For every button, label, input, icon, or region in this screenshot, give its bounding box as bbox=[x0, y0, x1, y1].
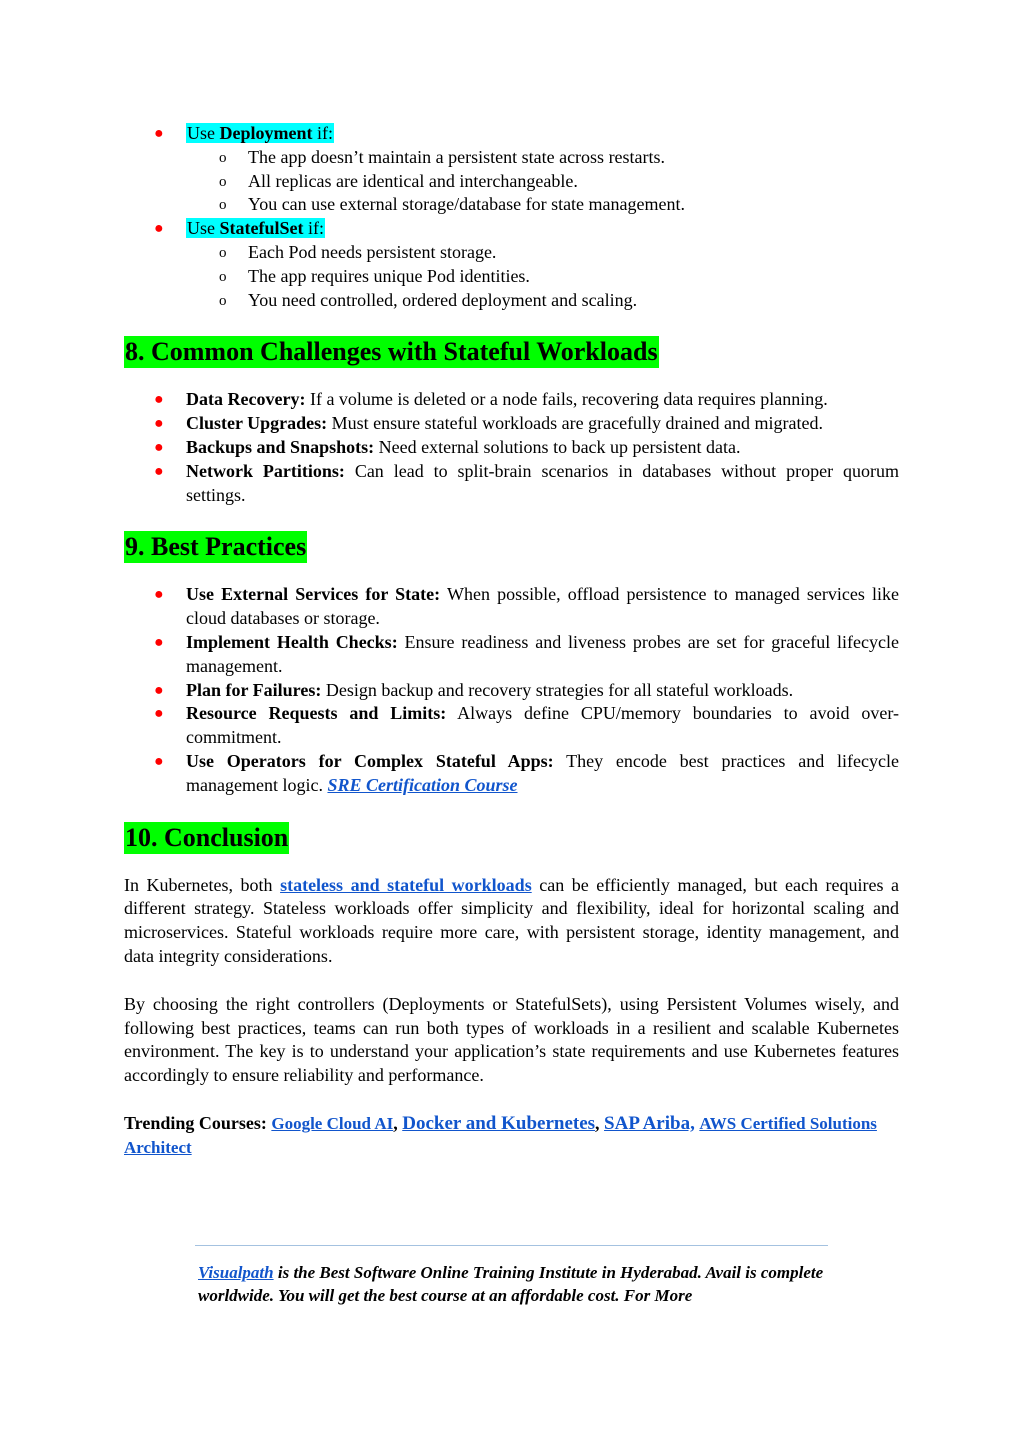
section-10-heading: 10. Conclusion bbox=[125, 822, 289, 852]
list-item: ● Cluster Upgrades: Must ensure stateful workloads are gracefully drained and migrated. bbox=[124, 412, 899, 436]
section-9-heading: 9. Best Practices bbox=[125, 532, 307, 562]
conclusion-paragraph-1: In Kubernetes, both stateless and stateful workloads can be efficiently managed, but each requires a different strategy. Stateless workloads offer simplicity and flexibility, ideal for horizontal scaling and microservices. Stateful workloads require more care, with persistent storage, identity management, and data integrity considerations. bbox=[124, 874, 899, 966]
highlighted-label: Use StatefulSet if: bbox=[187, 218, 324, 239]
stateless-stateful-link[interactable]: stateless and stateful workloads bbox=[280, 874, 532, 895]
bullet-icon: ● bbox=[154, 438, 164, 456]
trending-courses: Trending Courses: Google Cloud AI, Docker and Kubernetes, SAP Ariba, AWS Certified Solutions Architect bbox=[124, 1112, 877, 1157]
circle-bullet-icon: o bbox=[219, 173, 227, 190]
challenges-list bbox=[124, 388, 899, 507]
circle-bullet-icon: o bbox=[219, 197, 227, 214]
list-item-deployment bbox=[124, 122, 899, 146]
sap-ariba-link[interactable]: SAP Ariba, bbox=[604, 1112, 695, 1134]
section-8-heading-wrap bbox=[124, 336, 899, 368]
sub-list-item: o The app requires unique Pod identities. bbox=[124, 265, 899, 289]
trending-label: Trending Courses: bbox=[124, 1112, 267, 1133]
visualpath-link[interactable]: Visualpath bbox=[198, 1263, 274, 1282]
bullet-icon: ● bbox=[154, 681, 164, 699]
choose-list bbox=[124, 122, 899, 312]
list-item: ● Data Recovery: If a volume is deleted or a node fails, recovering data requires planning. bbox=[124, 388, 899, 412]
circle-bullet-icon: o bbox=[219, 292, 227, 309]
section-8-heading: 8. Common Challenges with Stateful Workloads bbox=[125, 337, 658, 367]
best-practices-list bbox=[124, 583, 899, 797]
list-item: ● Backups and Snapshots: Need external solutions to back up persistent data. bbox=[124, 436, 899, 460]
docker-kubernetes-link[interactable]: Docker and Kubernetes bbox=[402, 1112, 596, 1134]
bullet-icon: ● bbox=[154, 391, 164, 409]
sub-list-item: o All replicas are identical and interchangeable. bbox=[124, 170, 899, 194]
footer-divider bbox=[195, 1245, 828, 1246]
bullet-icon: ● bbox=[154, 125, 164, 142]
list-item: ● Use Operators for Complex Stateful Apps: They encode best practices and lifecycle management logic. SRE Certification Course bbox=[154, 750, 899, 795]
sub-list-item: o The app doesn’t maintain a persistent state across restarts. bbox=[124, 146, 899, 170]
highlighted-label: Use Deployment if: bbox=[187, 123, 333, 143]
document-page bbox=[124, 122, 899, 1160]
bullet-icon: ● bbox=[154, 705, 164, 723]
conclusion-paragraph-2: By choosing the right controllers (Deployments or StatefulSets), using Persistent Volumes wisely, and following best practices, teams can run both types of workloads in a resilient and scalable Kubernetes environment. The key is to understand your application’s state requirements and use Kubernetes features accordingly to ensure reliability and performance. bbox=[124, 993, 899, 1086]
section-9-heading-wrap bbox=[124, 531, 899, 563]
list-item: ● Resource Requests and Limits: Always define CPU/memory boundaries to avoid over-commitment. bbox=[154, 703, 899, 748]
bullet-icon: ● bbox=[154, 415, 164, 433]
bullet-icon: ● bbox=[154, 586, 164, 604]
list-item: ● Plan for Failures: Design backup and recovery strategies for all stateful workloads. bbox=[124, 679, 899, 703]
footer-text: Visualpath is the Best Software Online Training Institute in Hyderabad. Avail is complete worldwide. You will get the best course at an affordable cost. For More bbox=[198, 1263, 824, 1305]
circle-bullet-icon: o bbox=[219, 268, 227, 285]
aws-architect-link[interactable]: AWS Certified Solutions Architect bbox=[124, 1113, 877, 1157]
list-item-statefulset bbox=[124, 217, 899, 241]
sre-course-link[interactable]: SRE Certification Course bbox=[327, 774, 518, 795]
circle-bullet-icon: o bbox=[219, 244, 227, 261]
bullet-icon: ● bbox=[154, 752, 164, 770]
list-item: ● Network Partitions: Can lead to split-brain scenarios in databases without proper quorum settings. bbox=[154, 460, 899, 505]
sub-list-item: o Each Pod needs persistent storage. bbox=[124, 241, 899, 265]
sub-list-item: o You can use external storage/database for state management. bbox=[124, 193, 899, 217]
bullet-icon: ● bbox=[154, 633, 164, 651]
bullet-icon: ● bbox=[154, 462, 164, 480]
section-10-heading-wrap bbox=[124, 822, 899, 854]
bullet-icon: ● bbox=[154, 220, 164, 238]
circle-bullet-icon: o bbox=[219, 149, 227, 166]
list-item: ● Implement Health Checks: Ensure readiness and liveness probes are set for graceful lifecycle management. bbox=[154, 631, 899, 676]
list-item: ● Use External Services for State: When possible, offload persistence to managed services like cloud databases or storage. bbox=[154, 584, 899, 629]
sub-list-item: o You need controlled, ordered deployment and scaling. bbox=[124, 289, 899, 313]
google-cloud-ai-link[interactable]: Google Cloud AI bbox=[271, 1113, 394, 1133]
